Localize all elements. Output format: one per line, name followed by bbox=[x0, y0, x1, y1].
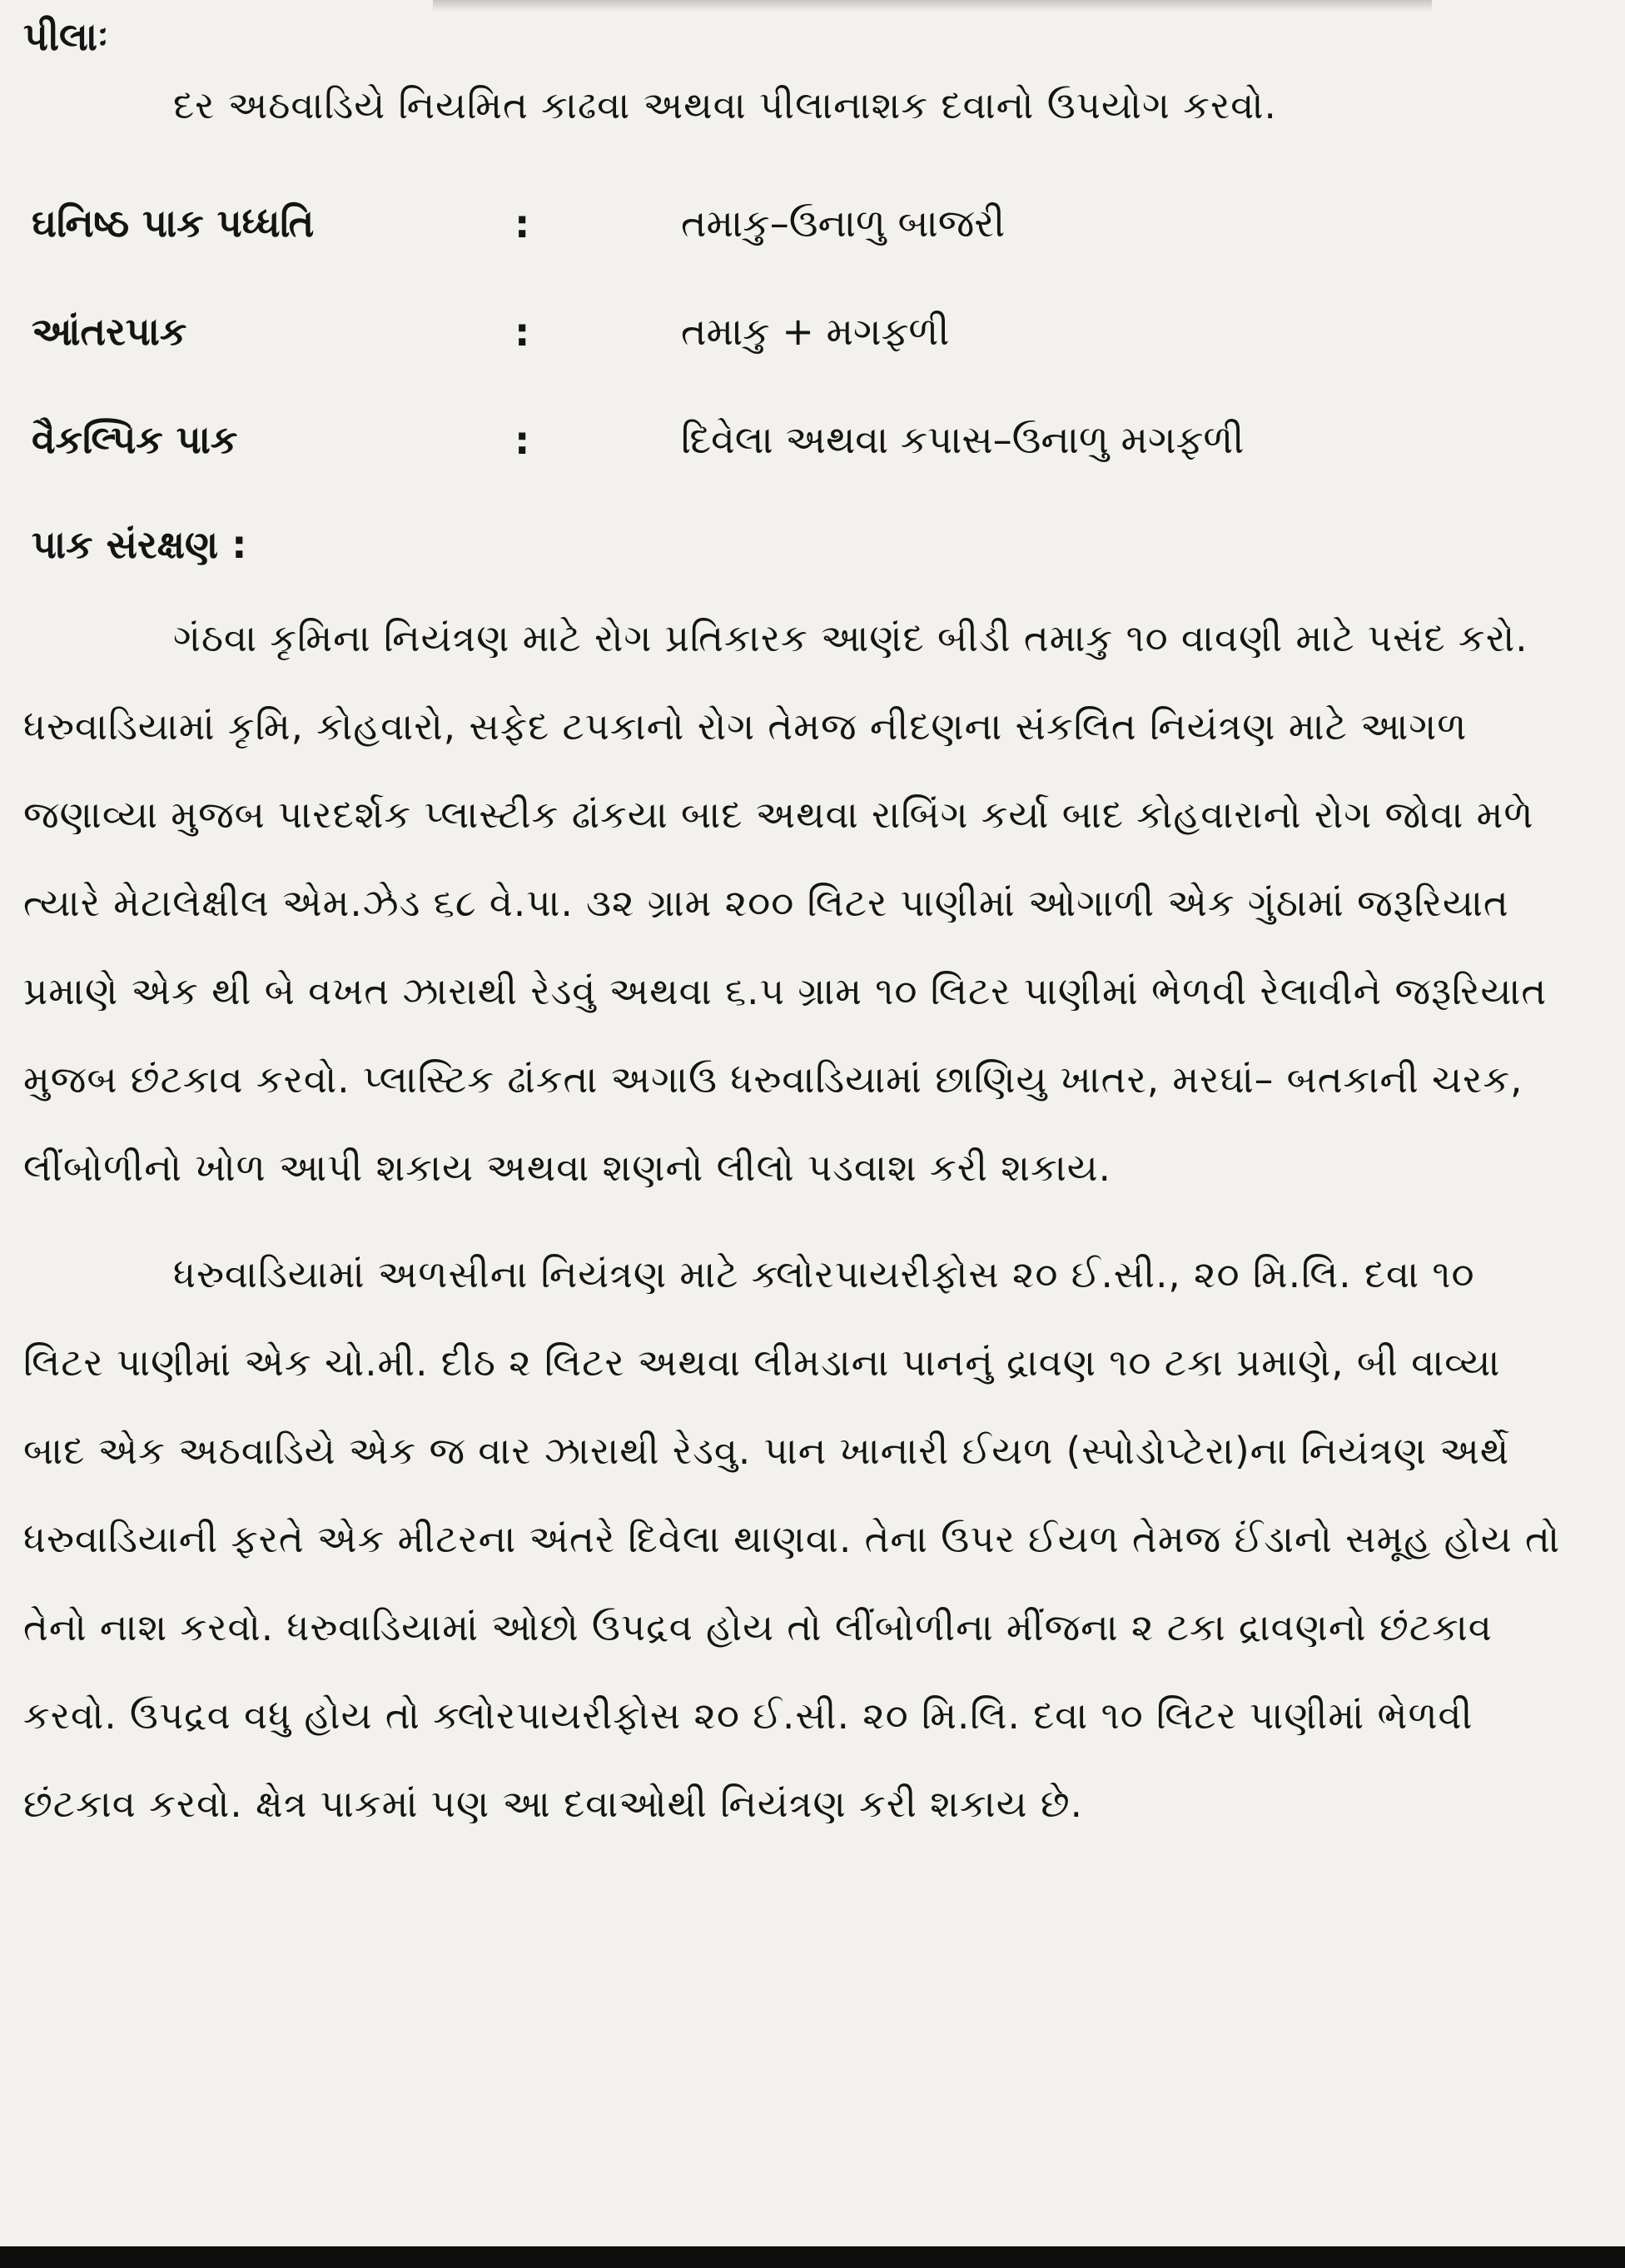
row-label: આંતરપાક bbox=[32, 309, 187, 354]
row-value: તમાકુ + મગફળી bbox=[681, 309, 950, 354]
row-value: દિવેલા અથવા કપાસ–ઉનાળુ મગફળી bbox=[681, 417, 1245, 462]
row-label: વૈકલ્પિક પાક bbox=[32, 417, 238, 462]
bottom-border bbox=[0, 2246, 1625, 2268]
paragraph-nematode-control bbox=[23, 594, 1567, 1212]
crop-row-intercrop bbox=[23, 278, 1567, 386]
crop-row-intensive bbox=[23, 170, 1567, 278]
paragraph-pest-control bbox=[23, 1231, 1567, 1848]
pila-heading: પીલાઃ bbox=[23, 14, 109, 59]
pila-text: દર અઠવાડિયે નિયમિત કાઢવા અથવા પીલાનાશક દવાનો ઉપયોગ કરવો. bbox=[173, 83, 1277, 127]
row-value: તમાકુ–ઉનાળુ બાજરી bbox=[681, 201, 1006, 246]
pila-paragraph bbox=[23, 62, 1567, 150]
paragraph-text: ગંઠવા કૃમિના નિયંત્રણ માટે રોગ પ્રતિકારક આણંદ બીડી તમાકુ ૧૦ વાવણી માટે પસંદ કરો. ધરુવાડિયામાં કૃમિ, કોહવારો, સફેદ ટપકાનો રોગ તેમજ નીદણના સંકલિત નિયંત્રણ માટે આગળ જણાવ્યા મુજબ પારદર્શક પ્લાસ્ટીક ઢાંકયા બાદ અથવા રાબિંગ કર્યા બાદ કોહવારાનો રોગ જોવા મળે ત્યારે મેટાલેક્ષીલ એમ.ઝેડ ૬૮ વે.પા. ૩૨ ગ્રામ ૨૦૦ લિટર પાણીમાં ઓગાળી એક ગુંઠામાં જરૂરિયાત પ્રમાણે એક થી બે વખત ઝારાથી રેડવું અથવા ૬.૫ ગ્રામ ૧૦ લિટર પાણીમાં ભેળવી રેલાવીને જરૂરિયાત મુજબ છંટકાવ કરવો. પ્લાસ્ટિક ઢાંકતા અગાઉ ધરુવાડિયામાં છાણિયુ ખાતર, મરઘાં– બતકાની ચરક, લીંબોળીનો ખોળ આપી શકાય અથવા શણનો લીલો પડવાશ કરી શકાય. bbox=[23, 616, 1548, 1190]
row-colon: : bbox=[514, 201, 530, 246]
crop-row-alternative bbox=[23, 386, 1567, 495]
row-label: ઘનિષ્ઠ પાક પધ્ધતિ bbox=[32, 201, 315, 246]
crop-info-rows bbox=[23, 170, 1567, 495]
paragraph-text: ધરુવાડિયામાં અળસીના નિયંત્રણ માટે ક્લોરપાયરીફોસ ૨૦ ઈ.સી., ૨૦ મિ.લિ. દવા ૧૦ લિટર પાણીમાં એક ચો.મી. દીઠ ૨ લિટર અથવા લીમડાના પાનનું દ્રાવણ ૧૦ ટકા પ્રમાણે, બી વાવ્યા બાદ એક અઠવાડિયે એક જ વાર ઝારાથી રેડવુ. પાન ખાનારી ઈયળ (સ્પોડોપ્ટેરા)ના નિયંત્રણ અર્થે ધરુવાડિયાની ફરતે એક મીટરના અંતરે દિવેલા થાણવા. તેના ઉપર ઈયળ તેમજ ઈંડાનો સમૂહ હોય તો તેનો નાશ કરવો. ધરુવાડિયામાં ઓછો ઉપદ્રવ હોય તો લીંબોળીના મીંજના ૨ ટકા દ્રાવણનો છંટકાવ કરવો. ઉપદ્રવ વધુ હોય તો ક્લોરપાયરીફોસ ૨૦ ઈ.સી. ૨૦ મિ.લિ. દવા ૧૦ લિટર પાણીમાં ભેળવી છંટકાવ કરવો. ક્ષેત્ર પાકમાં પણ આ દવાઓથી નિયંત્રણ કરી શકાય છે. bbox=[23, 1252, 1561, 1826]
row-colon: : bbox=[514, 310, 530, 355]
crop-protection-heading: પાક સંરક્ષણ : bbox=[32, 522, 247, 567]
row-colon: : bbox=[514, 418, 530, 463]
